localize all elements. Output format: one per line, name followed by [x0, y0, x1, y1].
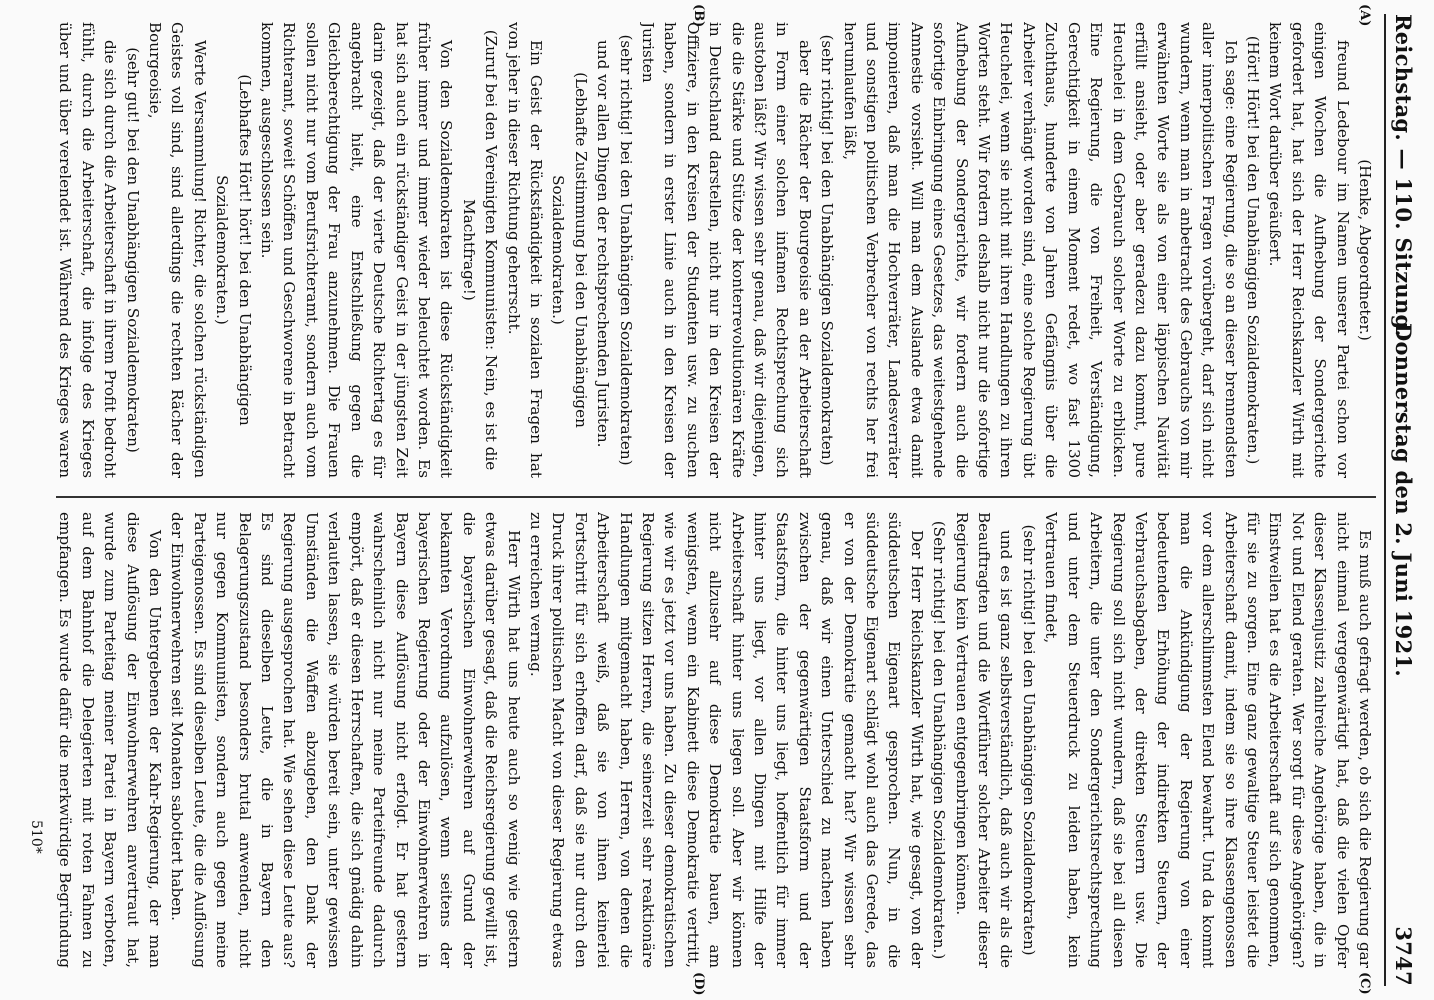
paragraph: die sich durch die Arbeiterschaft in ihrem Profit bedroht fühlt, durch die Arbeiterschaft, die infolge des Krieges über und über verelendet ist. Während des Krieges waren: [56, 22, 120, 478]
margin-marker-c: (C): [1357, 972, 1372, 995]
paragraph: Werte Versammlung! Richter, die solchen rückständigen Geistes voll sind, sind allerdings die rechten Rächer der Bourgeoisie,: [146, 22, 209, 478]
margin-marker-a: (A): [1357, 4, 1372, 27]
paragraph: (Zuruf bei den Vereinigten Kommunisten: Nein, es ist die Machtfrage!): [459, 29, 501, 471]
paragraph: (sehr richtig! bei den Unabhängigen Sozialdemokraten): [818, 34, 837, 466]
right-column: [56, 512, 1376, 968]
paragraph: (sehr gut! bei den Unabhängigen Sozialdemokraten): [123, 47, 142, 453]
paragraph: Ein Geist der Rückständigkeit in sozialen Fragen hat von jeher in dieser Richtung geherrscht.: [504, 22, 545, 478]
paragraph: Herr Wirth hat uns heute auch so wenig wie gestern etwas darüber gesagt, daß die Reichsregierung gewillt ist, die bayerischen Einwohnerwehren auf Grund der bekannten Verordnung aufzulösen, wenn seitens der bayerischen Regierung oder der Einwohnerwehren in Bayern diese Auflösung nicht erfolgt. Er hat gestern wahrscheinlich nicht nur meine Parteifreunde dadurch empört, daß er diesen Herrschaften, die sich gnädig dahin verlauten lassen, sie würden bereit sein, unter gewissen Umständen die Waffen abzugeben, den Dank der Regierung ausgesprochen hat. Wie sehen diese Leute aus? Es sind dieselben Leute, die in Bayern den Belagerungszustand besonders brutal anwenden, nicht nur gegen Kommunisten, sondern auch gegen meine Parteigenossen. Es sind dieselben Leute, die die Auflösung der Einwohnerwehren seit Monaten sabotiert haben.: [168, 512, 523, 968]
left-column: [56, 22, 1376, 478]
paragraph: Ich sage: eine Regierung, die so an dieser brennendsten aller innerpolitischen Fragen vorübergeht, darf sich nicht wundern, wenn man in anbetracht des Gebrauchs von mir erwähnten Worte sie als von einer läppischen Naivität erfüllt ansieht, oder aber geradezu dazu kommt, pure Heuchelei in dem Gebrauch solcher Worte zu erblicken. Eine Regierung, die von Freiheit, Verständigung, Gerechtigkeit in einem Moment redet, wo fast 1300 Zuchthaus, hunderte von Jahren Gefängnis über die Arbeiter verhängt worden sind, eine solche Regierung übt Heuchelei, wenn sie nicht mit ihren Handlungen zu ihren Worten steht. Wir fordern deshalb nicht nur die sofortige Aufhebung der Sondergerichte, wir fordern auch die sofortige Einbringung eines Gesetzes, das weitestgehende Amnestie vorsieht. Will man dem Auslande etwa damit imponieren, daß man die Hochverräter, Landesverräter und sonstigen politischen Verbrecher von rechts her frei herumlaufen läßt,: [840, 22, 1240, 478]
margin-marker-d: (D): [691, 972, 706, 996]
page-number: 3747: [1391, 926, 1416, 986]
paragraph: Es muß auch gefragt werden, ob sich die Regierung gar nicht einmal vergegenwärtigt hat, daß die vielen Opfer dieser Klassenjustiz zahlreiche Angehörige haben, die in Not und Elend geraten. Wer sorgt für diese Angehörigen? Einstweilen hat es die Arbeiterschaft auf sich genommen, für sie zu sorgen. Eine ganz gewaltige Steuer leistet die Arbeiterschaft damit, indem sie so ihre Klassengenossen vor dem allerschlimmsten Elend bewahrt. Und da kommt man die Ankündigung der Regierung von einer bedeutenden Erhöhung der indirekten Steuern, der Verbrauchsabgaben, der direkten Steuern usw. Die Regierung soll sich nicht wundern, daß sie bei all diesen Arbeitern, die unter den Sondergerichtsrechtsprechung und unter dem Steuerdruck zu leiden haben, kein Vertrauen findet,: [1042, 512, 1374, 968]
header-date: Donnerstag den 2. Juni 1921.: [1391, 322, 1416, 678]
paragraph: Der Herr Reichskanzler Wirth hat, wie gesagt, von der süddeutschen Eigenart gesprochen. Nun, in die süddeutsche Eigenart schlägt wohl auch das Gerede, das er von der Demokratie gemacht hat? Wir wissen sehr genau, daß wir einen Unterschied zu machen haben zwischen der gegenwärtigen Staatsform und der Staatsform, die hinter uns liegt, hoffentlich für immer hinter uns liegt, vor allen Dingen mit Hilfe der Arbeiterschaft hinter uns liegen soll. Aber wir können nicht allzusehr auf diese Demokratie bauen, am wenigsten, wenn ein Kabinett diese Demokratie vertritt, wie wir es jetzt vor uns haben. Zu dieser demokratischen Regierung sitzen Herren, die seinerzeit sehr reaktionäre Handlungen mitgemacht haben, Herren, von denen die Arbeiterschaft weiß, daß sie von ihnen keinerlei Fortschritt für sich erhoffen darf, daß sie nur durch den Druck ihrer politischen Macht von dieser Regierung etwas zu erreichen vermag.: [526, 512, 926, 968]
paragraph: und es ist ganz selbstverständlich, daß auch wir als die Beauftragten und die Wortführer solcher Arbeiter dieser Regierung kein Vertrauen entgegenbringen können.: [952, 512, 1016, 968]
margin-marker-b: (B): [691, 4, 706, 28]
paragraph: (sehr richtig! bei den Unabhängigen Sozialdemokraten): [616, 34, 635, 466]
paragraph: Von den Sozialdemokraten ist diese Rückständigkeit früher immer und immer wieder beleuchtet worden. Es hat sich auch ein rückständiger Geist in der jüngsten Zeit darin gezeigt, daß der vierte Deutsche Richtertag es für angebracht hielt, eine Entschließung gegen die Gleichberechtigung der Frau anzunehmen. Die Frauen sollen nicht nur vom Berufsrichteramt, sondern auch vom Richteramt, soweit Schöffen und Geschworene in Betracht kommen, ausgeschlossen sein.: [258, 22, 456, 478]
paragraph: freund Ledebour im Namen unserer Partei schon vor einigen Wochen die Aufhebung der Sondergerichte gefordert hat, hat sich der Herr Reichskanzler Wirth mit keinem Wort darüber geäußert.: [1266, 22, 1352, 478]
header-rule: [1384, 14, 1386, 986]
paragraph: (Lebhaftes Hört! hört! bei den Unabhängigen Sozialdemokraten.): [213, 74, 254, 426]
paragraph: aber die Rächer der Bourgeoisie an der Arbeiterschaft in Form einer solchen infamen Rechtsprechung sich austoben läßt? Wir wissen sehr genau, daß wir diejenigen, die die Stärke und Stütze der konterrevolutionären Kräfte in Deutschland darstellen, nicht nur in den Kreisen der Offiziere, in den Kreisen der Studenten usw. zu suchen haben, sondern in erster Linie auch in den Kreisen der Juristen: [639, 22, 814, 478]
paragraph: und vor allen Dingen der rechtsprechenden Juristen.: [594, 40, 613, 448]
page-signature: 510*: [28, 820, 44, 854]
paragraph: (Lebhafte Zustimmung bei den Unabhängigen Sozialdemokraten.): [549, 72, 590, 428]
column-divider: [56, 496, 1376, 498]
paragraph: (Sehr richtig! bei den Unabhängigen Sozialdemokraten.): [930, 520, 949, 960]
paragraph: Von den Untergebenen der Kahr-Regierung, der man diese Auflösung der Einwohnerwehren anvertraut hat, wurde zum Parteitag meiner Partei in Bayern verboten, auf dem Bahnhof die Delegierten mit roten Fahnen zu empfangen. Es wurde dafür die merkwürdige Begründung: [56, 512, 165, 968]
paragraph: (Hört! Hört! bei den Unabhängigen Sozialdemokraten.): [1243, 35, 1262, 465]
paragraph: (sehr richtig! bei den Unabhängigen Sozialdemokraten): [1019, 524, 1038, 956]
header-left: Reichstag. — 110. Sitzung.: [1391, 14, 1416, 338]
paragraph: (Henke, Abgeordneter.): [1356, 159, 1374, 341]
